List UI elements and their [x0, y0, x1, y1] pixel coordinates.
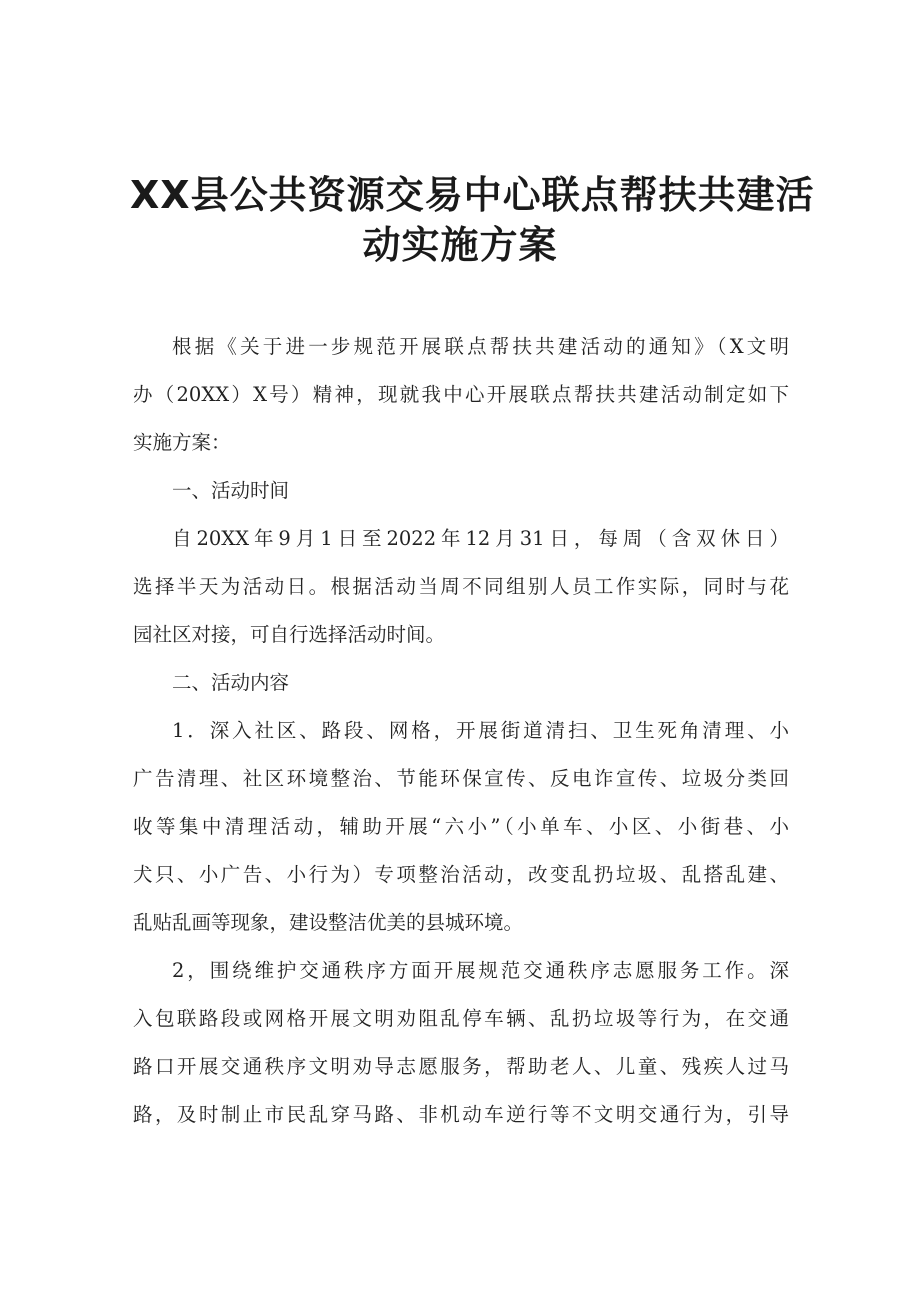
text-line: 广告清理、社区环境整治、节能环保宣传、反电诈宣传、垃圾分类回	[133, 767, 789, 790]
intro-paragraph	[133, 323, 789, 467]
text-line: 实施方案：	[133, 431, 231, 454]
section-heading-content: 二、活动内容	[172, 671, 290, 694]
list-item-2	[133, 947, 789, 1139]
text-line: 1．深入社区、路段、网格，开展街道清扫、卫生死角清理、小	[172, 719, 789, 742]
title-line: 动实施方案	[362, 223, 558, 267]
text-line: 犬只、小广告、小行为）专项整治活动，改变乱扔垃圾、乱搭乱建、	[133, 863, 789, 886]
text-line: 根据《关于进一步规范开展联点帮扶共建活动的通知》（X文明	[172, 335, 789, 358]
text-line: 办（20XX）X号）精神，现就我中心开展联点帮扶共建活动制定如下	[133, 383, 789, 406]
text-line: 路口开展交通秩序文明劝导志愿服务，帮助老人、儿童、残疾人过马	[133, 1055, 789, 1078]
text-line: 2，围绕维护交通秩序方面开展规范交通秩序志愿服务工作。深	[172, 959, 789, 982]
text-line: 入包联路段或网格开展文明劝阻乱停车辆、乱扔垃圾等行为，在交通	[133, 1007, 789, 1030]
text-line: 路，及时制止市民乱穿马路、非机动车逆行等不文明交通行为，引导	[133, 1103, 789, 1126]
list-item-1	[133, 707, 789, 947]
section-heading-time: 一、活动时间	[172, 479, 290, 502]
text-line: 园社区对接，可自行选择活动时间。	[133, 623, 446, 646]
text-line: 选择半天为活动日。根据活动当周不同组别人员工作实际，同时与花	[133, 575, 789, 598]
section-paragraph-time	[133, 515, 789, 659]
title-line: XX县公共资源交易中心联点帮扶共建活	[130, 173, 815, 217]
text-line: 自20XX年9月1日至2022年12月31日，每周（含双休日）	[172, 527, 789, 550]
text-line: 乱贴乱画等现象，建设整洁优美的县城环境。	[133, 911, 524, 934]
text-line: 收等集中清理活动，辅助开展“六小”（小单车、小区、小街巷、小	[133, 815, 789, 838]
document-body	[133, 323, 789, 1139]
document-title	[130, 170, 815, 270]
